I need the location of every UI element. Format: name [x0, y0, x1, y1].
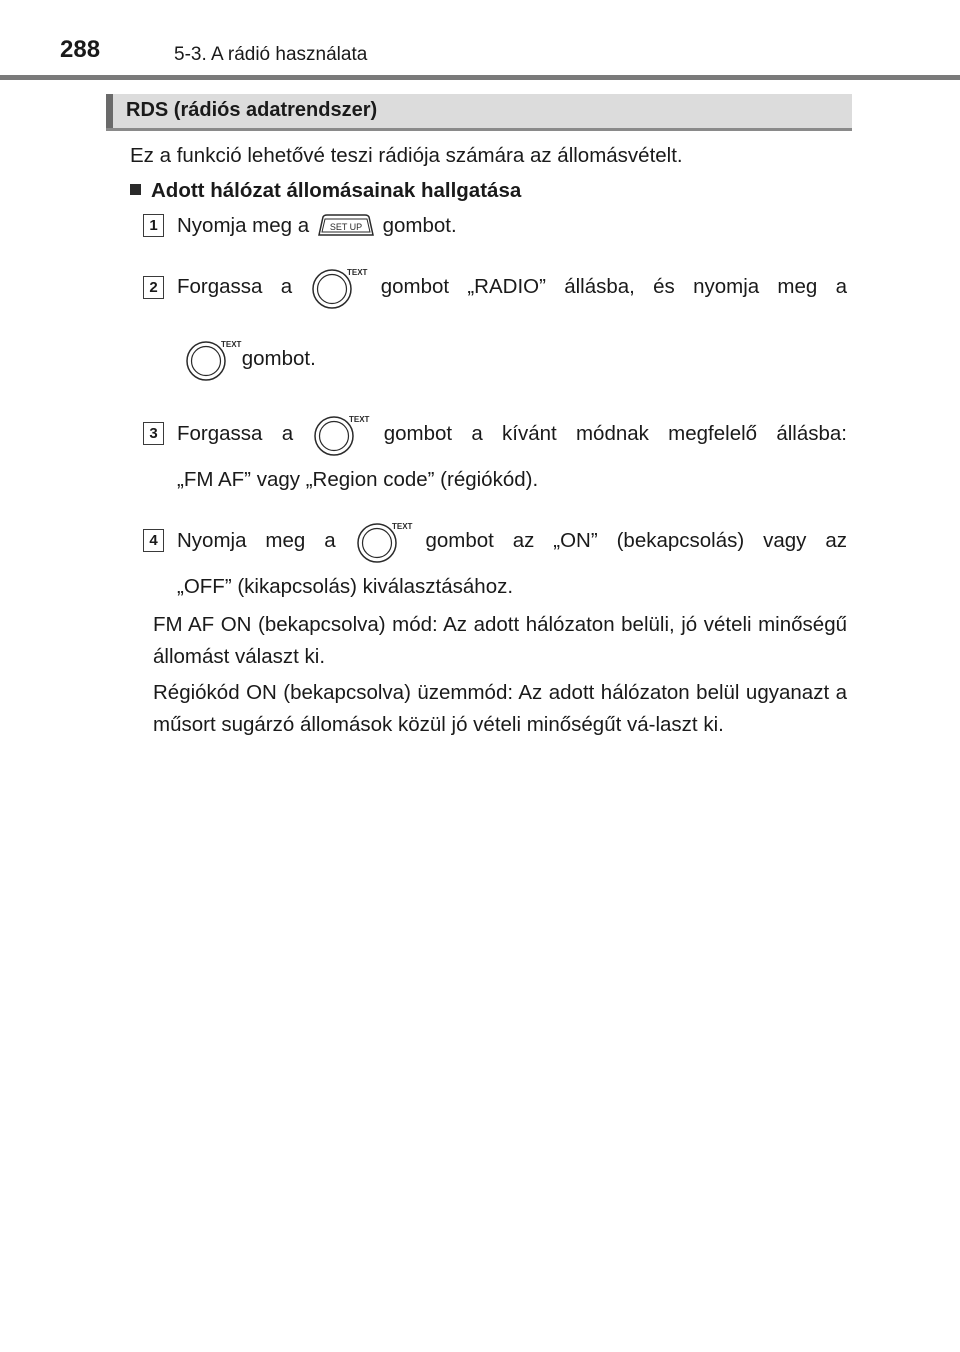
note-fm-af: FM AF ON (bekapcsolva) mód: Az adott hálózaton belüli, jó vételi minőségű állomást választ ki. — [153, 613, 847, 668]
section-heading-bar — [106, 94, 113, 128]
setup-button-label: SET UP — [329, 221, 363, 232]
header-rule — [0, 75, 960, 80]
text-knob-label: TEXT — [349, 414, 370, 424]
section-heading — [106, 94, 852, 131]
page-number: 288 — [60, 36, 101, 63]
chapter-title: 5-3. A rádió használata — [174, 44, 368, 65]
step-4-line-1: Nyomja meg a TEXT gombot az „ON” (bekapcsolás) vagy az — [177, 516, 847, 566]
step-1-post: gombot. — [382, 214, 457, 237]
section-intro: Ez a funkció lehetővé teszi rádiója számára az állomásvételt. — [130, 144, 683, 167]
text-knob-label: TEXT — [391, 521, 412, 531]
step-1-pre: Nyomja meg a — [177, 214, 310, 237]
text-knob-icon — [184, 337, 242, 383]
step-number-badge: 2 — [143, 276, 164, 299]
step-number-badge: 4 — [143, 529, 164, 552]
step-2-line-1: Forgassa a TEXT gombot „RADIO” állásba, és nyomja meg a — [177, 262, 847, 312]
square-bullet-icon — [130, 184, 141, 195]
section-title: RDS (rádiós adatrendszer) — [126, 99, 378, 121]
note-region-code: Régiókód ON (bekapcsolva) üzemmód: Az adott hálózaton belül ugyanazt a műsort sugárzó állomások közül jó vételi minőségűt vá-laszt ki. — [153, 681, 847, 736]
subsection-heading — [130, 175, 521, 207]
step-3-line-2: „FM AF” vagy „Region code” (régiókód). — [177, 468, 539, 491]
text-knob-icon — [310, 265, 368, 311]
step-4-line-2: „OFF” (kikapcsolás) kiválasztásához. — [177, 575, 514, 598]
text-knob-label: TEXT — [347, 267, 368, 277]
setup-button-icon — [315, 212, 377, 238]
text-knob-icon — [355, 519, 412, 565]
step-number-badge: 1 — [143, 214, 164, 237]
step-number-badge: 3 — [143, 422, 164, 445]
step-1-text — [177, 210, 457, 242]
step-2-line-2: TEXT gombot. — [184, 334, 316, 384]
subsection-title: Adott hálózat állomásainak hallgatása — [151, 179, 522, 202]
text-knob-icon — [312, 412, 370, 458]
text-knob-label: TEXT — [221, 339, 242, 349]
page-header — [0, 0, 960, 80]
step-3-line-1: Forgassa a TEXT gombot a kívánt módnak megfelelő állásba: — [177, 409, 847, 459]
